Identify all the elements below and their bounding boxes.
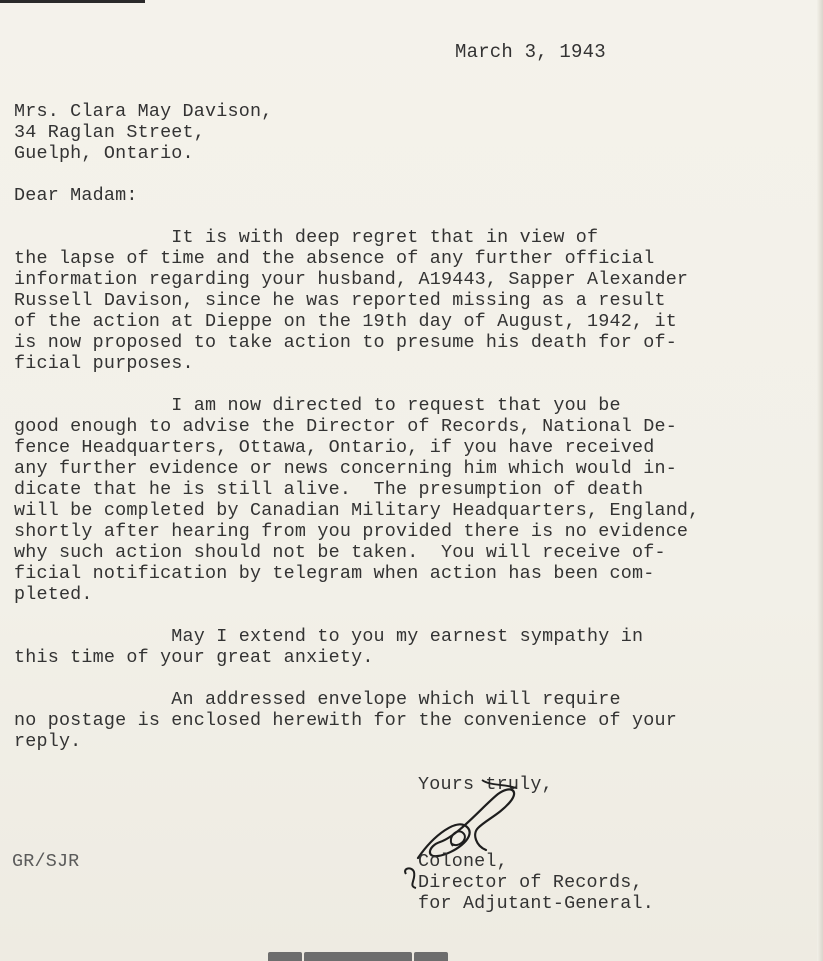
paragraph-3: [14, 626, 643, 668]
signer-position: Director of Records,: [418, 872, 643, 893]
text-line: ficial notification by telegram when action has been com-: [14, 563, 655, 584]
toolbar-segment[interactable]: [414, 952, 448, 961]
paragraph-4: [14, 689, 677, 752]
text-line: fence Headquarters, Ottawa, Ontario, if you have received: [14, 437, 655, 458]
text-line: ficial purposes.: [14, 353, 194, 374]
text-line: any further evidence or news concerning him which would in-: [14, 458, 677, 479]
text-line: It is with deep regret that in view of: [14, 227, 599, 248]
letter-date: March 3, 1943: [455, 41, 606, 63]
text-line: reply.: [14, 731, 82, 752]
signer-rank: Colonel,: [418, 851, 508, 872]
text-line: no postage is enclosed herewith for the convenience of your: [14, 710, 677, 731]
closing: Yours truly,: [418, 774, 553, 795]
signer-for-line: for Adjutant-General.: [418, 893, 654, 914]
top-edge-bar: [0, 0, 145, 3]
text-line: why such action should not be taken. You will receive of-: [14, 542, 666, 563]
text-line: good enough to advise the Director of Records, National De-: [14, 416, 677, 437]
recipient-city: Guelph, Ontario.: [14, 143, 194, 164]
text-line: dicate that he is still alive. The presumption of death: [14, 479, 644, 500]
recipient-address: [14, 101, 272, 164]
signature-block: [418, 851, 654, 914]
text-line: this time of your great anxiety.: [14, 647, 374, 668]
text-line: will be completed by Canadian Military Headquarters, England,: [14, 500, 700, 521]
text-line: An addressed envelope which will require: [14, 689, 621, 710]
text-line: I am now directed to request that you be: [14, 395, 621, 416]
text-line: pleted.: [14, 584, 93, 605]
viewer-bottom-toolbar: [268, 952, 450, 961]
page-right-edge: [817, 0, 823, 961]
text-line: shortly after hearing from you provided there is no evidence: [14, 521, 689, 542]
salutation: Dear Madam:: [14, 185, 138, 206]
paragraph-1: [14, 227, 688, 374]
toolbar-segment[interactable]: [304, 952, 412, 961]
text-line: Russell Davison, since he was reported missing as a result: [14, 290, 666, 311]
text-line: of the action at Dieppe on the 19th day of August, 1942, it: [14, 311, 677, 332]
recipient-street: 34 Raglan Street,: [14, 122, 206, 143]
text-line: is now proposed to take action to presume his death for of-: [14, 332, 677, 353]
recipient-name: Mrs. Clara May Davison,: [14, 101, 273, 122]
paragraph-2: [14, 395, 699, 605]
toolbar-segment[interactable]: [268, 952, 302, 961]
text-line: information regarding your husband, A19443, Sapper Alexander: [14, 269, 689, 290]
reference-initials: GR/SJR: [12, 851, 80, 872]
text-line: May I extend to you my earnest sympathy in: [14, 626, 644, 647]
text-line: the lapse of time and the absence of any further official: [14, 248, 655, 269]
